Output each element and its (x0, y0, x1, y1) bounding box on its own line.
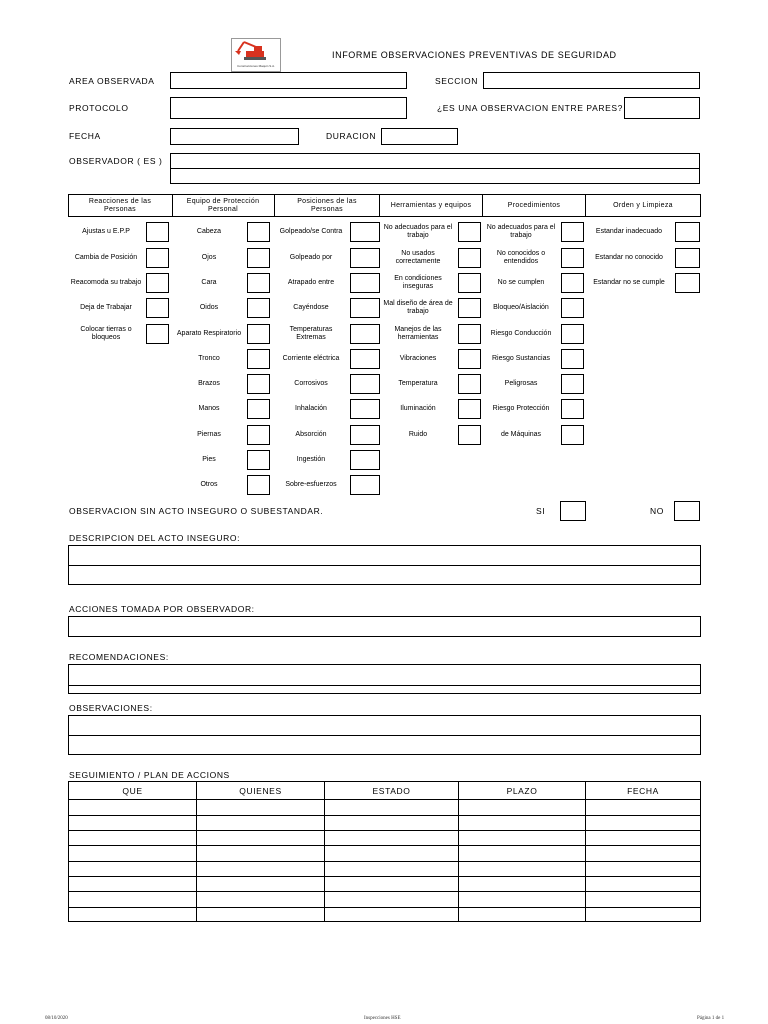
checkbox-ajustar-epp[interactable] (146, 222, 169, 242)
checkbox-herr-no-usados[interactable] (458, 248, 481, 268)
item-golpeado-contra: Golpeado/se Contra (279, 228, 343, 235)
checkbox-absorcion[interactable] (350, 425, 380, 445)
checkbox-herr-manejos[interactable] (458, 324, 481, 344)
checkbox-golpeado-por[interactable] (350, 248, 380, 268)
item-cabeza: Cabeza (196, 228, 222, 235)
checkbox-tronco[interactable] (247, 349, 270, 369)
item-herr-mal-diseno: Mal diseño de área de trabajo (383, 300, 453, 315)
checkbox-ojos[interactable] (247, 248, 270, 268)
item-cayendose: Cayéndose (293, 304, 329, 311)
item-herr-no-usados: No usados correctamente (395, 250, 441, 265)
seccion-label: SECCION (435, 76, 478, 86)
checkbox-proc-riesgo-conduccion[interactable] (561, 324, 584, 344)
checkbox-reacomoda-trabajo[interactable] (146, 273, 169, 293)
col-que: QUE (122, 785, 143, 796)
checkbox-no[interactable] (674, 501, 700, 521)
checkbox-herr-no-adecuados[interactable] (458, 222, 481, 242)
checkbox-herr-vibraciones[interactable] (458, 349, 481, 369)
item-proc-no-se-cumplen: No se cumplen (497, 279, 545, 286)
checkbox-sobre-esfuerzos[interactable] (350, 475, 380, 495)
item-herr-manejos: Manejos de las herramientas (394, 326, 442, 341)
checkbox-herr-ruido[interactable] (458, 425, 481, 445)
checkbox-otros[interactable] (247, 475, 270, 495)
item-cara: Cara (201, 279, 217, 286)
checkbox-corrosivos[interactable] (350, 374, 380, 394)
checkbox-cabeza[interactable] (247, 222, 270, 242)
checkbox-cambia-posicion[interactable] (146, 248, 169, 268)
checkbox-ingestion[interactable] (350, 450, 380, 470)
col-fecha: FECHA (627, 785, 659, 796)
duracion-label: DURACION (326, 131, 377, 141)
protocolo-label: PROTOCOLO (69, 103, 129, 113)
header-epp: Equipo de Protección Personal (186, 197, 260, 213)
item-proc-bloqueo: Bloqueo/Aislación (493, 304, 549, 311)
observador-label: OBSERVADOR ( ES ) (69, 156, 163, 166)
footer-center: Inspecciones HSE (364, 1016, 401, 1021)
item-proc-no-conocidos: No conocidos o entendidos (496, 250, 546, 265)
checkbox-proc-maquinas[interactable] (561, 425, 584, 445)
item-proc-peligrosas: Peligrosas (504, 380, 538, 387)
checkbox-proc-no-adecuados[interactable] (561, 222, 584, 242)
item-absorcion: Absorción (295, 431, 327, 438)
fecha-input[interactable] (170, 128, 299, 145)
footer-page: Página 1 de 1 (697, 1016, 725, 1021)
checkbox-brazos[interactable] (247, 374, 270, 394)
checkbox-piernas[interactable] (247, 425, 270, 445)
col-estado: ESTADO (372, 785, 411, 796)
checkbox-temperaturas-extremas[interactable] (350, 324, 380, 344)
no-label: NO (650, 506, 664, 516)
item-estandar-no-cumple: Estandar no se cumple (593, 279, 665, 286)
checkbox-proc-riesgo-sustancias[interactable] (561, 349, 584, 369)
checkbox-herr-inseguras[interactable] (458, 273, 481, 293)
header-orden-limpieza: Orden y Limpieza (613, 201, 673, 209)
form-title: INFORME OBSERVACIONES PREVENTIVAS DE SEGURIDAD (332, 50, 617, 60)
observador-input-1[interactable] (170, 153, 700, 169)
recomendaciones-textarea[interactable] (68, 664, 701, 694)
checkbox-estandar-inadecuado[interactable] (675, 222, 700, 242)
acciones-label: ACCIONES TOMADA POR OBSERVADOR: (69, 604, 255, 614)
item-aparato-respiratorio: Aparato Respiratorio (176, 330, 242, 337)
item-golpeado-por: Golpeado por (289, 254, 333, 261)
item-sobre-esfuerzos: Sobre-esfuerzos (285, 481, 337, 488)
header-posiciones: Posiciones de las Personas (297, 197, 357, 213)
col-quienes: QUIENES (239, 785, 282, 796)
checkbox-atrapado-entre[interactable] (350, 273, 380, 293)
item-proc-riesgo-proteccion: Riesgo Protección (492, 405, 550, 412)
item-tronco: Tronco (198, 355, 220, 362)
observador-input-2[interactable] (170, 168, 700, 184)
item-piernas: Piernas (197, 431, 221, 438)
item-proc-maquinas: de Máquinas (500, 431, 542, 438)
item-cambia-posicion: Cambia de Posición (74, 254, 138, 261)
item-otros: Otros (200, 481, 218, 488)
checkbox-proc-riesgo-proteccion[interactable] (561, 399, 584, 419)
duracion-input[interactable] (381, 128, 458, 145)
seccion-input[interactable] (483, 72, 700, 89)
checkbox-proc-peligrosas[interactable] (561, 374, 584, 394)
checkbox-proc-no-se-cumplen[interactable] (561, 273, 584, 293)
item-inhalacion: Inhalación (295, 405, 327, 412)
item-herr-ruido: Ruido (408, 431, 428, 438)
item-pies: Pies (202, 456, 216, 463)
area-observada-input[interactable] (170, 72, 407, 89)
acciones-textarea[interactable] (68, 616, 701, 637)
header-herramientas: Herramientas y equipos (390, 201, 472, 209)
sin-acto-label: OBSERVACION SIN ACTO INSEGURO O SUBESTANDAR. (69, 506, 324, 516)
item-ingestion: Ingestión (296, 456, 326, 463)
area-observada-label: AREA OBSERVADA (69, 76, 155, 86)
recomendaciones-label: RECOMENDACIONES: (69, 652, 169, 662)
header-reacciones: Reacciones de las Personas (88, 197, 152, 213)
checkbox-estandar-no-conocido[interactable] (675, 248, 700, 268)
item-reacomoda-trabajo: Reacomoda su trabajo (70, 279, 142, 286)
checkbox-cayendose[interactable] (350, 298, 380, 318)
checkbox-inhalacion[interactable] (350, 399, 380, 419)
item-estandar-no-conocido: Estandar no conocido (595, 254, 663, 261)
checkbox-herr-mal-diseno[interactable] (458, 298, 481, 318)
checkbox-aparato-respiratorio[interactable] (247, 324, 270, 344)
item-herr-inseguras: En condiciones inseguras (394, 275, 442, 290)
checkbox-oidos[interactable] (247, 298, 270, 318)
item-estandar-inadecuado: Estandar inadecuado (595, 228, 663, 235)
checkbox-pies[interactable] (247, 450, 270, 470)
item-temperaturas-extremas: Temperaturas Extremas (289, 326, 333, 341)
item-proc-riesgo-conduccion: Riesgo Conducción (490, 330, 552, 337)
pares-input[interactable] (624, 97, 700, 119)
observaciones-label: OBSERVACIONES: (69, 703, 153, 713)
seguimiento-table (68, 781, 701, 922)
checkbox-si[interactable] (560, 501, 586, 521)
checkbox-golpeado-contra[interactable] (350, 222, 380, 242)
item-colocar-tierras: Colocar tierras o bloqueos (80, 326, 132, 341)
item-manos: Manos (198, 405, 220, 412)
header-procedimientos: Procedimientos (507, 201, 561, 209)
checkbox-colocar-tierras[interactable] (146, 324, 169, 344)
item-herr-temperatura: Temperatura (398, 380, 438, 387)
company-logo (231, 38, 281, 72)
checkbox-estandar-no-cumple[interactable] (675, 273, 700, 293)
si-label: SI (536, 506, 546, 516)
checkbox-manos[interactable] (247, 399, 270, 419)
item-corriente-electrica: Corriente eléctrica (282, 355, 340, 362)
item-ojos: Ojos (201, 254, 217, 261)
fecha-label: FECHA (69, 131, 101, 141)
item-herr-iluminacion: Iluminación (400, 405, 436, 412)
checkbox-deja-trabajar[interactable] (146, 298, 169, 318)
item-oidos: Oidos (199, 304, 219, 311)
item-proc-no-adecuados: No adecuados para el trabajo (486, 224, 556, 239)
logo-caption: Construcciones Maquin S.A. (237, 64, 275, 68)
item-proc-riesgo-sustancias: Riesgo Sustancias (492, 355, 550, 362)
checkbox-cara[interactable] (247, 273, 270, 293)
checkbox-corriente-electrica[interactable] (350, 349, 380, 369)
item-deja-trabajar: Deja de Trabajar (80, 304, 132, 311)
checkbox-proc-no-conocidos[interactable] (561, 248, 584, 268)
pares-label: ¿ES UNA OBSERVACION ENTRE PARES? (437, 103, 623, 113)
descripcion-label: DESCRIPCION DEL ACTO INSEGURO: (69, 533, 241, 543)
item-herr-no-adecuados: No adecuados para el trabajo (383, 224, 453, 239)
checkbox-herr-iluminacion[interactable] (458, 399, 481, 419)
checkbox-proc-bloqueo[interactable] (561, 298, 584, 318)
item-herr-vibraciones: Vibraciones (399, 355, 437, 362)
item-atrapado-entre: Atrapado entre (287, 279, 335, 286)
protocolo-input[interactable] (170, 97, 407, 119)
col-plazo: PLAZO (506, 785, 538, 796)
footer-date: 08/10/2020 (45, 1016, 68, 1021)
item-ajustar-epp: Ajustas u E.P.P (82, 228, 130, 235)
excavator-icon (232, 39, 280, 63)
item-brazos: Brazos (198, 380, 220, 387)
seguimiento-title: SEGUIMIENTO / PLAN DE ACCIONS (69, 770, 230, 780)
item-corrosivos: Corrosivos (294, 380, 328, 387)
checkbox-herr-temperatura[interactable] (458, 374, 481, 394)
